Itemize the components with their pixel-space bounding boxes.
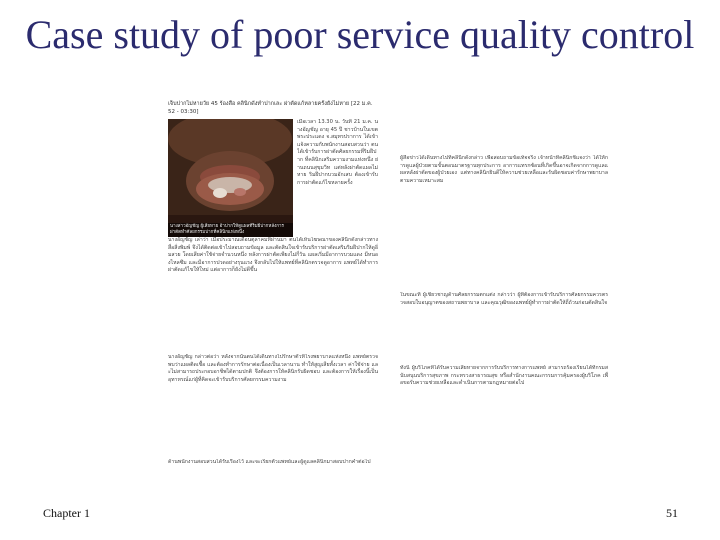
newspaper-clipping: [168, 100, 608, 472]
clipping-right-column: [400, 155, 608, 437]
slide-title: Case study of poor service quality control: [25, 12, 695, 57]
clipping-headline: เจ็บปากไม่หายวัย 45 ร้องสื่อ คลินิกดังทำปากเละ ผ่าตัดแก้หลายครั้งยังไม่หาย [22 ม.ค. 52 - 03:30]: [168, 101, 373, 115]
clipping-left-column: [168, 100, 378, 472]
page-number: 51: [666, 506, 678, 520]
article-paragraph: ทั้งนี้ ผู้บริโภคที่ได้รับความเสียหายจากการรับบริการทางการแพทย์ สามารถร้องเรียนได้ที่กรมสนับสนุนบริการสุขภาพ กระทรวงสาธารณสุข หรือสำนักงานคณะกรรมการคุ้มครองผู้บริโภค เพื่อขอรับความช่วยเหลือและดำเนินการตามกฎหมายต่อไป: [400, 365, 608, 387]
footer-chapter: Chapter 1: [43, 506, 90, 520]
article-paragraph: เมื่อเวลา 13.30 น. วันที่ 21 ม.ค. นางอัญชัญ อายุ 45 ปี ชาวบ้านในเขตพระประแดง จ.สมุทรปราการ ได้เข้าแจ้งความกับพนักงานสอบสวนว่า ตนได้เข้ารับการผ่าตัดศัลยกรรมที่ริมฝีปาก ที่คลินิกเสริมความงามแห่งหนึ่ง ย่านถนนสุขุมวิท แต่หลังผ่าตัดแผลไม่หาย ริมฝีปากบวมอักเสบ ต้องเข้ารับการผ่าตัดแก้ไขหลายครั้ง: [297, 119, 378, 186]
article-paragraph: ในขณะที่ ผู้เชี่ยวชาญด้านศัลยกรรมตกแต่ง กล่าวว่า ผู้ที่ต้องการเข้ารับบริการศัลยกรรมควรตรวจสอบใบอนุญาตของสถานพยาบาล และคุณวุฒิของแพทย์ผู้ทำการผ่าตัดให้ถี่ถ้วนก่อนตัดสินใจ: [400, 292, 608, 306]
news-photo: [168, 119, 293, 237]
article-paragraph: ด้านพนักงานสอบสวนได้รับเรื่องไว้ และจะเรียกตัวแพทย์และผู้ดูแลคลินิกมาสอบปากคำต่อไป: [168, 459, 371, 465]
article-paragraph: นางอัญชัญ กล่าวต่อว่า หลังจากนั้นตนได้เดินทางไปรักษาตัวที่โรงพยาบาลแห่งหนึ่ง แพทย์ตรวจพบว่าแผลติดเชื้อ และต้องทำการรักษาต่อเนื่องเป็นเวลานาน ทำให้สูญเสียทั้งเวลา ค่าใช้จ่าย และไม่สามารถประกอบอาชีพได้ตามปกติ จึงต้องการให้คลินิกรับผิดชอบ และต้องการให้เรื่องนี้เป็นอุทาหรณ์แก่ผู้ที่คิดจะเข้ารับบริการศัลยกรรมความงาม: [168, 354, 378, 383]
article-paragraph: นางอัญชัญ เล่าว่า เมื่อประมาณเดือนตุลาคมที่ผ่านมา ตนได้เห็นโฆษณาของคลินิกดังกล่าวทางสื่อสิ่งพิมพ์ จึงได้ติดต่อเข้าไปสอบถามข้อมูล และตัดสินใจเข้ารับบริการผ่าตัดเสริมริมฝีปากให้ดูอิ่มสวย โดยเสียค่าใช้จ่ายจำนวนหนึ่ง หลังการผ่าตัดเพียงไม่กี่วัน แผลเริ่มมีอาการบวมแดง มีหนองไหลซึม และมีอาการปวดอย่างรุนแรง จึงกลับไปให้แพทย์ที่คลินิกตรวจดูอาการ แพทย์ได้ทำการผ่าตัดแก้ไขให้ใหม่ แต่อาการก็ยังไม่ดีขึ้น: [168, 237, 378, 274]
mouth-photo-icon: [168, 119, 293, 237]
article-paragraph: ผู้สื่อข่าวได้เดินทางไปที่คลินิกดังกล่าว เพื่อสอบถามข้อเท็จจริง เจ้าหน้าที่คลินิกชี้แจงว่า ได้ให้การดูแลผู้ป่วยตามขั้นตอนมาตรฐานทุกประการ อาการแทรกซ้อนที่เกิดขึ้นอาจเกิดจากการดูแลแผลหลังผ่าตัดของผู้ป่วยเอง แต่ทางคลินิกยินดีให้ความช่วยเหลือและรับผิดชอบค่ารักษาพยาบาลตามความเหมาะสม: [400, 155, 608, 184]
photo-caption: นางสาวอัญชัญ ผู้เสียหาย อ้าปากให้ดูแผลที่ริมฝีปากหลังการผ่าตัดทำศัลยกรรมปากที่คลินิกแห่งหนึ่ง: [168, 223, 293, 237]
